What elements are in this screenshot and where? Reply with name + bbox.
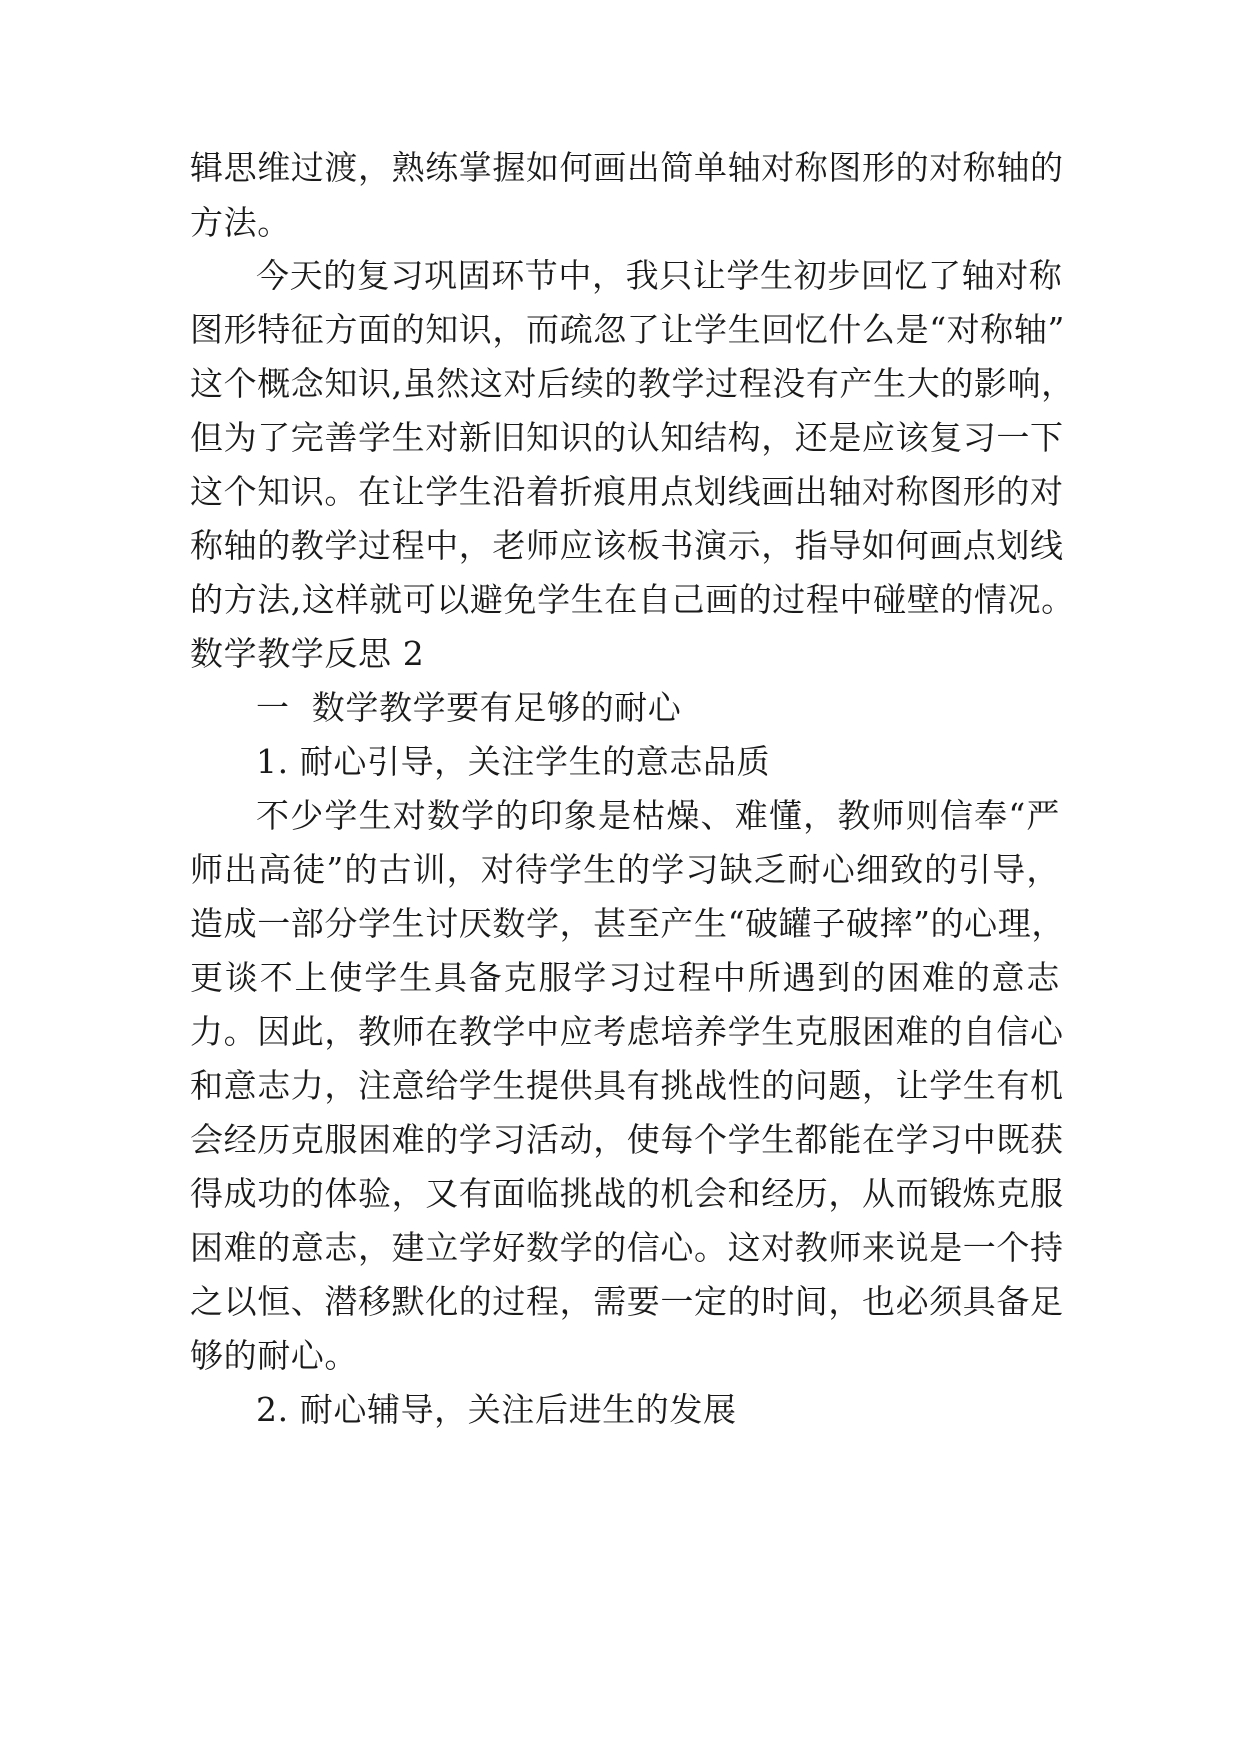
para3-line-7: 会经历克服困难的学习活动，使每个学生都能在学习中既获	[190, 1120, 1064, 1159]
para2-line-3: 这个概念知识,虽然这对后续的教学过程没有产生大的影响，	[190, 364, 1075, 403]
para3-line-10: 之以恒、潜移默化的过程，需要一定的时间，也必须具备足	[190, 1282, 1064, 1321]
para2-line-7: 的方法,这样就可以避免学生在自己画的过程中碰壁的情况。	[190, 580, 1075, 619]
para3-line-9: 困难的意志，建立学好数学的信心。这对教师来说是一个持	[190, 1228, 1064, 1267]
para2-line-4: 但为了完善学生对新旧知识的认知结构，还是应该复习一下	[190, 418, 1064, 457]
section-title: 数学教学反思 2	[190, 634, 425, 673]
para3-line-5: 力。因此，教师在教学中应考虑培养学生克服困难的自信心	[190, 1012, 1064, 1051]
subheading-2: 2. 耐心辅导，关注后进生的发展	[256, 1390, 737, 1429]
para3-line-1: 不少学生对数学的印象是枯燥、难懂，教师则信奉“严	[256, 796, 1060, 835]
para2-line-5: 这个知识。在让学生沿着折痕用点划线画出轴对称图形的对	[190, 472, 1064, 511]
para2-line-6: 称轴的教学过程中，老师应该板书演示，指导如何画点划线	[190, 526, 1064, 565]
para3-line-2: 师出高徒”的古训，对待学生的学习缺乏耐心细致的引导，	[190, 850, 1060, 889]
document-page	[190, 0, 1075, 1754]
para3-line-11: 够的耐心。	[190, 1336, 358, 1375]
heading-1: 一 数学教学要有足够的耐心	[256, 688, 682, 727]
para3-line-4: 更谈不上使学生具备克服学习过程中所遇到的困难的意志	[190, 958, 1060, 997]
para3-line-6: 和意志力，注意给学生提供具有挑战性的问题，让学生有机	[190, 1066, 1064, 1105]
para1-line-2: 方法。	[190, 203, 291, 242]
para2-line-1: 今天的复习巩固环节中，我只让学生初步回忆了轴对称	[256, 256, 1063, 295]
para3-line-8: 得成功的体验，又有面临挑战的机会和经历，从而锻炼克服	[190, 1174, 1064, 1213]
para2-line-2: 图形特征方面的知识，而疏忽了让学生回忆什么是“对称轴”	[190, 310, 1065, 349]
para3-line-3: 造成一部分学生讨厌数学，甚至产生“破罐子破摔”的心理，	[190, 904, 1065, 943]
para1-line-1: 辑思维过渡，熟练掌握如何画出简单轴对称图形的对称轴的	[190, 148, 1064, 187]
subheading-1: 1. 耐心引导，关注学生的意志品质	[256, 742, 771, 781]
